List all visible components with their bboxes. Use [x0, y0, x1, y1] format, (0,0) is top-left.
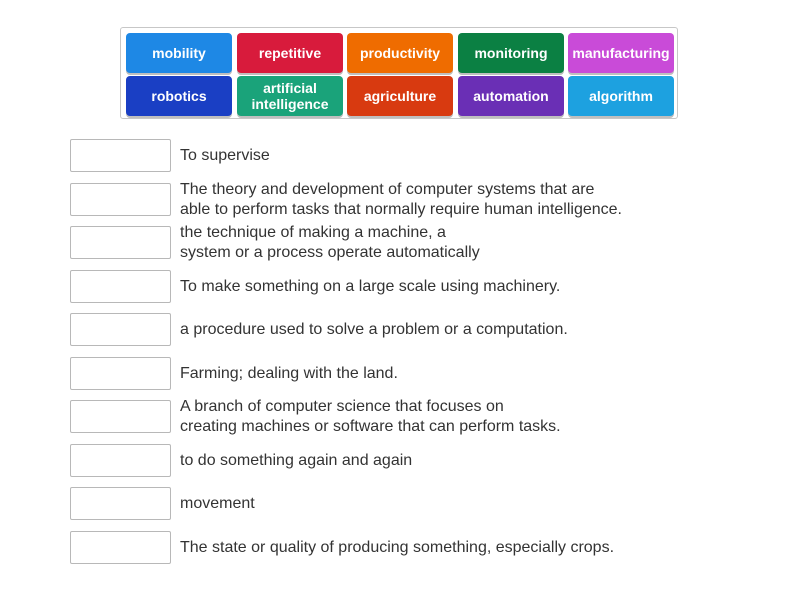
definition-text: a procedure used to solve a problem or a computation.	[180, 320, 568, 338]
answer-drop-box[interactable]	[70, 226, 171, 259]
tile-label: monitoring	[474, 45, 548, 61]
definition-text: To make something on a large scale using machinery.	[180, 277, 561, 295]
answer-drop-box[interactable]	[70, 531, 171, 564]
match-row	[70, 139, 750, 173]
answer-drop-box[interactable]	[70, 313, 171, 346]
definition-text: Farming; dealing with the land.	[180, 364, 398, 382]
tile-label: agriculture	[363, 88, 437, 104]
word-tile-robotics[interactable]	[126, 76, 232, 116]
answer-drop-box[interactable]	[70, 183, 171, 216]
tile-label: algorithm	[589, 88, 653, 104]
word-tile-mobility[interactable]	[126, 33, 232, 73]
definition-text: The state or quality of producing something, especially crops.	[180, 538, 615, 556]
tile-label: robotics	[151, 88, 207, 104]
match-row	[70, 487, 750, 521]
answer-drop-box[interactable]	[70, 487, 171, 520]
definition-text: The theory and development of computer systems that are able to perform tasks that normally require human intelligence.	[180, 180, 622, 218]
definition-text: the technique of making a machine, a system or a process operate automatically	[180, 223, 480, 261]
match-row	[70, 357, 750, 391]
word-tile-monitoring[interactable]	[458, 33, 564, 73]
match-row	[70, 444, 750, 478]
match-row	[70, 531, 750, 565]
tile-label: mobility	[152, 45, 206, 61]
tile-label: manufacturing	[572, 45, 670, 61]
match-row	[70, 270, 750, 304]
answer-drop-box[interactable]	[70, 270, 171, 303]
match-row	[70, 313, 750, 347]
definition-text: A branch of computer science that focuses on creating machines or software that can perform tasks.	[180, 397, 561, 435]
tile-label: artificial intelligence	[251, 80, 329, 112]
answer-drop-box[interactable]	[70, 139, 171, 172]
word-tile-artificial-intelligence[interactable]	[237, 76, 343, 116]
match-row	[70, 180, 750, 218]
answer-drop-box[interactable]	[70, 444, 171, 477]
word-tile-automation[interactable]	[458, 76, 564, 116]
definition-text: To supervise	[180, 146, 270, 164]
match-row	[70, 397, 750, 435]
answer-drop-box[interactable]	[70, 357, 171, 390]
word-tile-manufacturing[interactable]	[568, 33, 674, 73]
word-tile-algorithm[interactable]	[568, 76, 674, 116]
answer-drop-box[interactable]	[70, 400, 171, 433]
tile-label: automation	[473, 88, 549, 104]
definition-text: movement	[180, 494, 255, 512]
word-tile-agriculture[interactable]	[347, 76, 453, 116]
definition-text: to do something again and again	[180, 451, 413, 469]
word-bank	[120, 27, 678, 119]
match-row	[70, 223, 750, 261]
tile-label: repetitive	[258, 45, 322, 61]
word-tile-repetitive[interactable]	[237, 33, 343, 73]
tile-label: productivity	[359, 45, 441, 61]
word-tile-productivity[interactable]	[347, 33, 453, 73]
